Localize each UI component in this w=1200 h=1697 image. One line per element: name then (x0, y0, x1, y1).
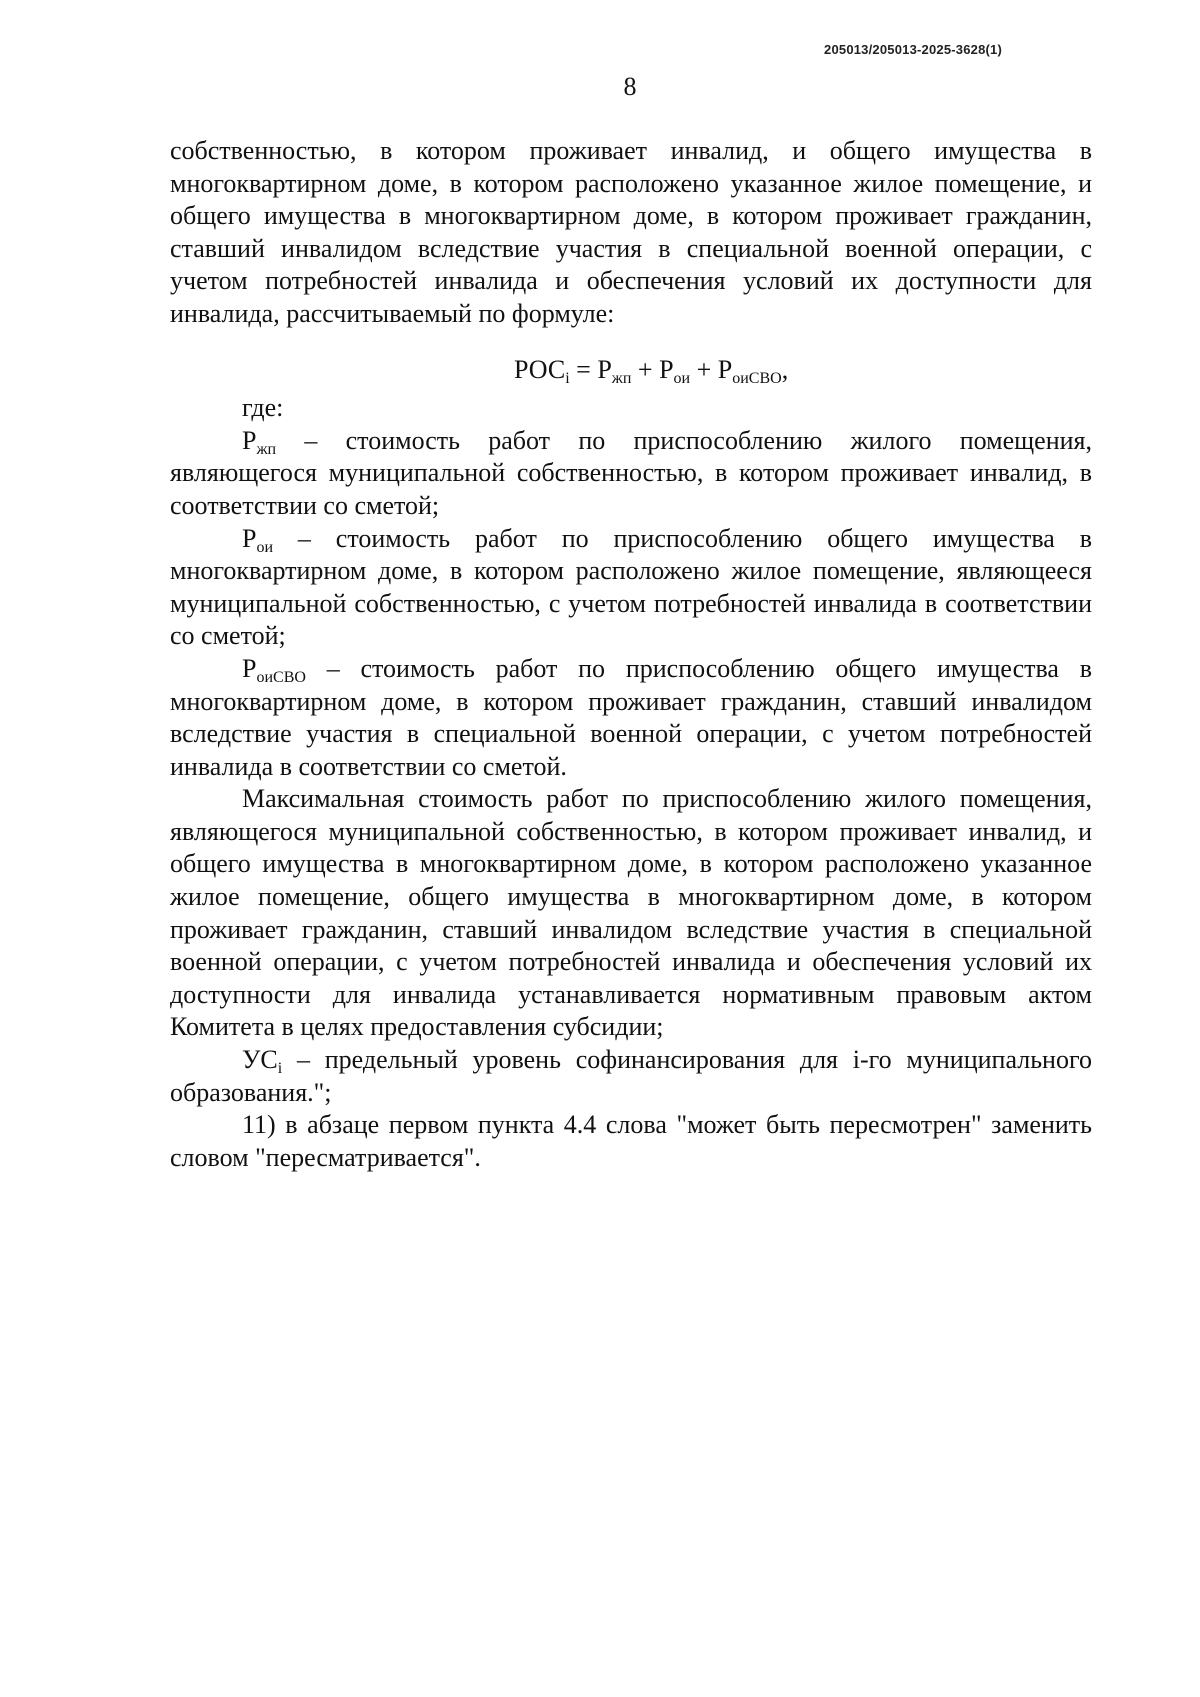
paragraph-continuation: собственностью, в котором проживает инвалид, и общего имущества в многоквартирном доме, в котором расположено указанное жилое помещение, и общего имущества в многоквартирном доме, в котором проживает гражданин, ставший инвалидом вследствие участия в специальной военной операции, с учетом потребностей инвалида и обеспечения условий их доступности для инвалида, рассчитываемый по формуле: (170, 136, 1092, 328)
item-11: 11) в абзаце первом пункта 4.4 слова "может быть пересмотрен" заменить словом "пересматривается". (170, 1110, 1092, 1172)
formula (170, 354, 1092, 387)
formula-end: , (781, 354, 789, 384)
definition-symbol-sub: ои (256, 538, 274, 556)
paragraph-max-cost: Максимальная стоимость работ по приспособлению жилого помещения, являющегося муниципальной собственностью, в котором проживает инвалид, и общего имущества в многоквартирном доме, в котором расположено указанное жилое помещение, общего имущества в многоквартирном доме, в котором проживает гражданин, ставший инвалидом вследствие участия в специальной военной операции, с учетом потребностей инвалида и обеспечения условий их доступности для инвалида устанавливается нормативным правовым актом Комитета в целях предоставления субсидии; (170, 784, 1092, 1042)
definition-symbol-sub: жп (256, 440, 277, 458)
definition-rzhp (170, 425, 1092, 523)
formula-plus2: + Р (690, 354, 733, 384)
definition-roisvo (170, 653, 1092, 783)
definition-symbol: Р (242, 425, 257, 455)
formula-lhs-sub: i (565, 369, 570, 387)
definition-text: – стоимость работ по приспособлению общего имущества в многоквартирном доме, в котором расположено жилое помещение, являющееся муниципальной собственностью, с учетом потребностей инвалида в соответствии со сметой; (170, 523, 1092, 651)
page-number: 8 (623, 72, 637, 101)
formula-term3-sub: оиСВО (732, 369, 782, 387)
formula-term1-sub: жп (611, 369, 632, 387)
document-body (170, 135, 1092, 1174)
definition-symbol: УС (242, 1045, 278, 1075)
definition-text: – стоимость работ по приспособлению общего имущества в многоквартирном доме, в котором проживает гражданин, ставший инвалидом вследствие участия в специальной военной операции, с учетом потребностей инвалида в соответствии со сметой. (170, 653, 1092, 781)
definition-symbol-sub: оиСВО (256, 668, 306, 686)
definition-symbol-sub: i (277, 1060, 283, 1078)
formula-eq: = Р (569, 354, 612, 384)
formula-lhs: РОС (514, 354, 566, 384)
where-label: где: (242, 393, 284, 423)
formula-plus1: + Р (631, 354, 674, 384)
definition-usi (170, 1044, 1092, 1109)
definition-roi (170, 523, 1092, 653)
document-id: 205013/205013-2025-3628(1) (824, 42, 1002, 57)
definition-text: – стоимость работ по приспособлению жилого помещения, являющегося муниципальной собственностью, в котором проживает инвалид, в соответствии со сметой; (170, 425, 1092, 520)
definition-text: – предельный уровень софинансирования для i-го муниципального образования."; (170, 1045, 1092, 1107)
definition-symbol: Р (242, 523, 257, 553)
formula-term2-sub: ои (673, 369, 691, 387)
definition-symbol: Р (242, 653, 257, 683)
